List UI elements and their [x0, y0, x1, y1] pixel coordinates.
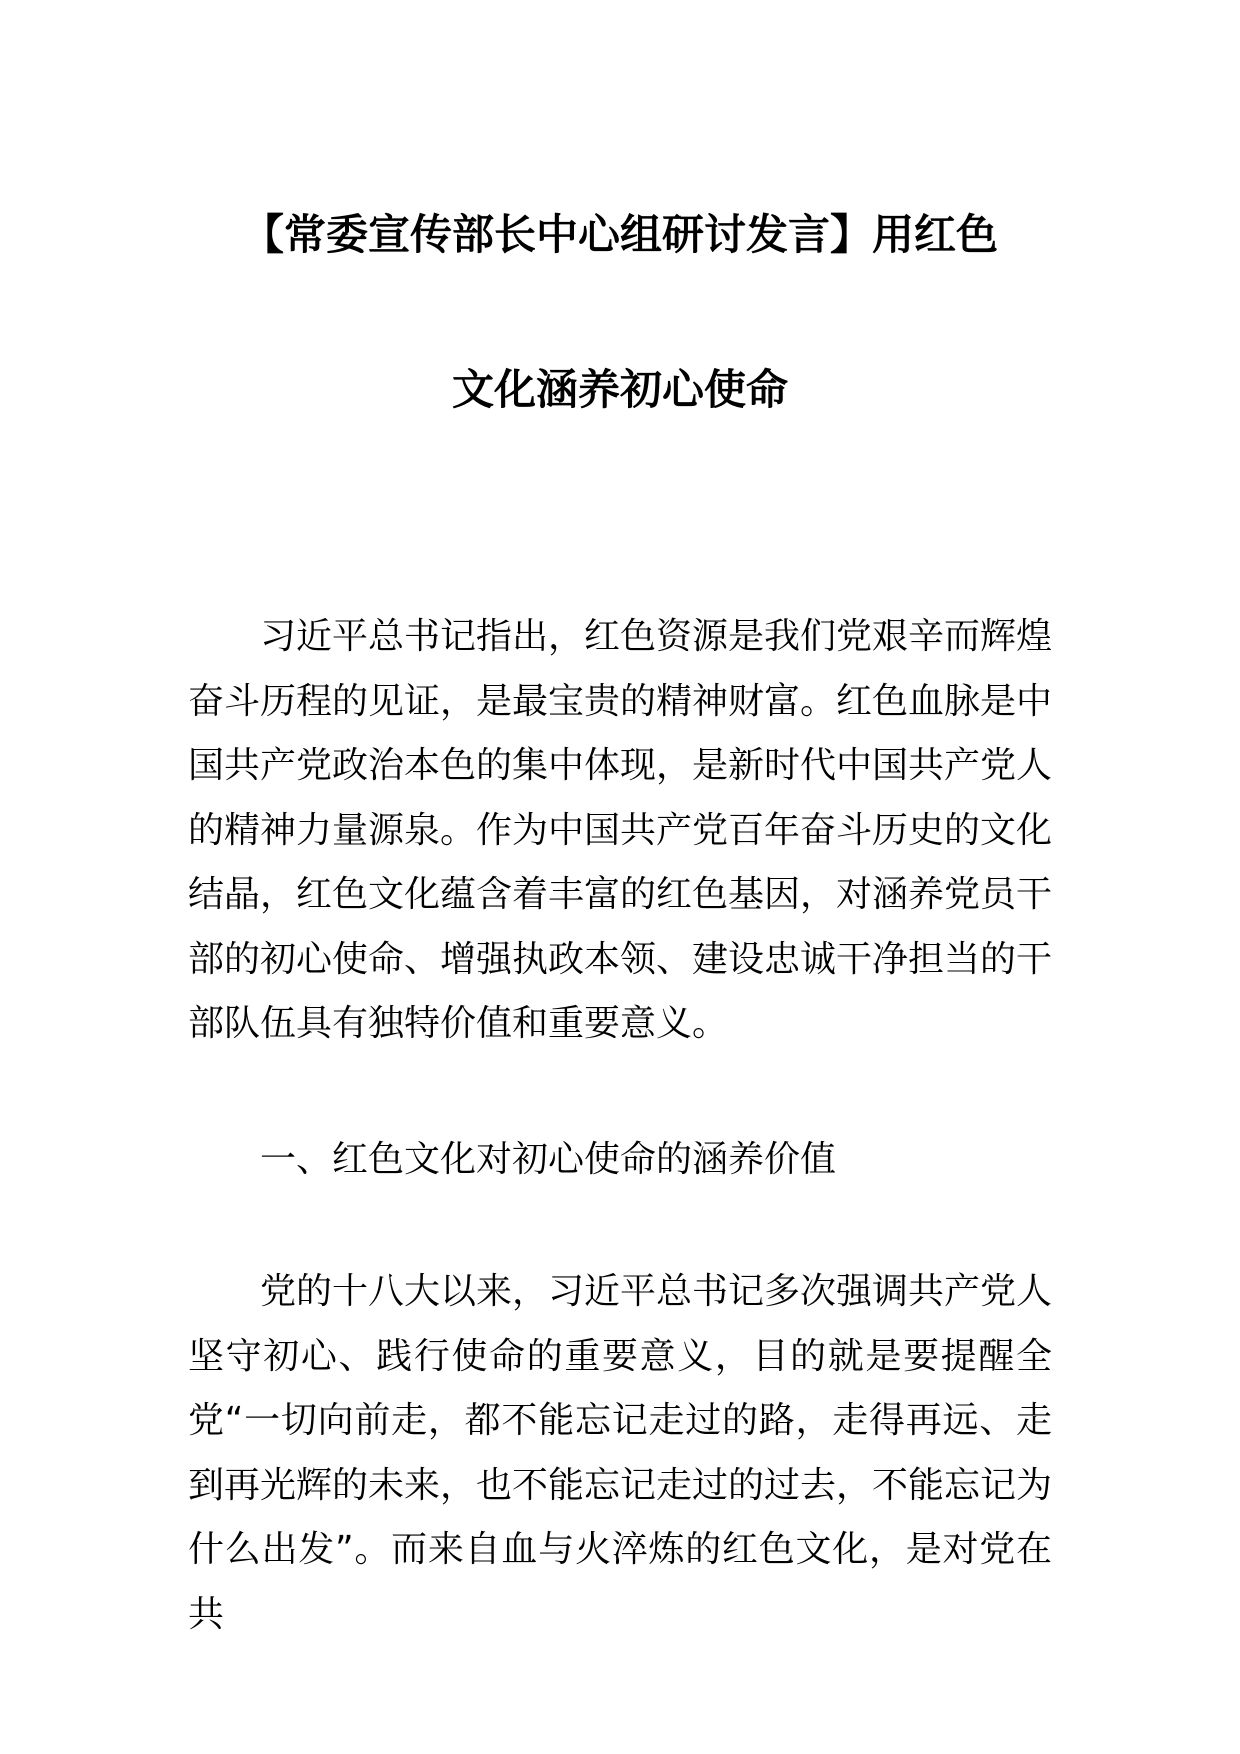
section-paragraph: 党的十八大以来，习近平总书记多次强调共产党人坚守初心、践行使命的重要意义，目的就是要提醒全党“一切向前走，都不能忘记走过的路，走得再远、走到再光辉的未来，也不能忘记走过的过去，不能忘记为什么出发”。而来自血与火淬炼的红色文化，是对党在共 [188, 1271, 1053, 1635]
intro-paragraph: 习近平总书记指出，红色资源是我们党艰辛而辉煌奋斗历程的见证，是最宝贵的精神财富。红色血脉是中国共产党政治本色的集中体现，是新时代中国共产党人的精神力量源泉。作为中国共产党百年奋斗历史的文化结晶，红色文化蕴含着丰富的红色基因，对涵养党员干部的初心使命、增强执政本领、建设忠诚干净担当的干部队伍具有独特价值和重要意义。 [188, 616, 1053, 1044]
section-heading: 一、红色文化对初心使命的涵养价值 [260, 1139, 837, 1180]
document-title-line-2: 文化涵养初心使命 [451, 365, 788, 414]
document-title-line-1: 【常委宣传部长中心组研讨发言】用红色 [241, 210, 998, 259]
